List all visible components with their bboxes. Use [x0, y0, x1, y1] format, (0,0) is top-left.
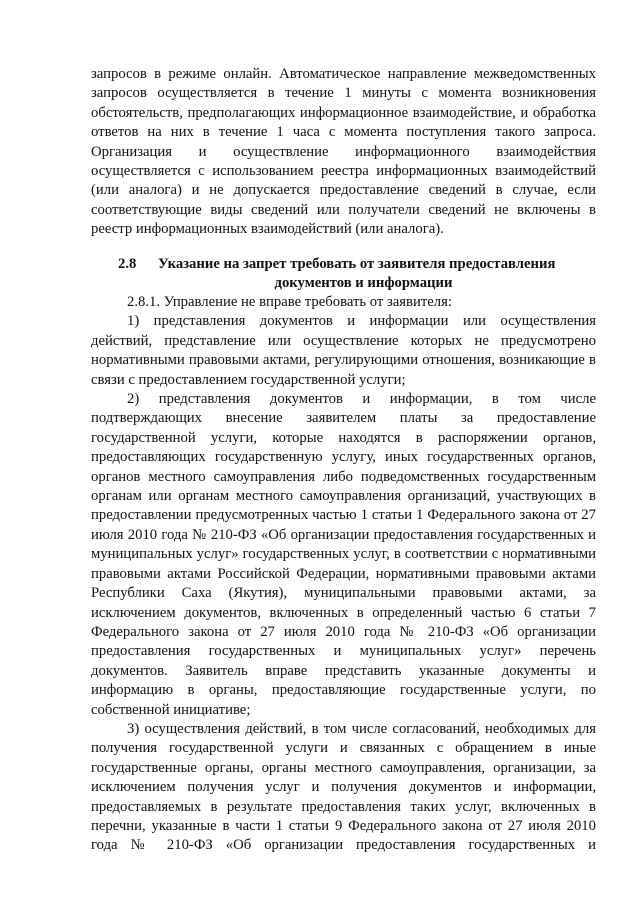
clause-block — [91, 293, 596, 856]
intro-paragraph-block — [91, 65, 596, 240]
clause-intro: 2.8.1. Управление не вправе требовать от заявителя: — [127, 294, 452, 310]
section-title-line-2: документов и информации — [274, 275, 453, 292]
section-number: 2.8 — [118, 256, 137, 272]
list-item: 3) осуществления действий, в том числе согласований, необходимых для получения государственной услуги и связанных с обращением в иные государственные органы, органы местного самоуправления, организации, за исключением получения услуг и получения документов и информации, предоставляемых в результате предоставления таких услуг, включенных в перечни, указанные в части 1 статьи 9 Федерального закона от 27 июля 2010 года № 210-ФЗ «Об организации предоставления государственных и — [91, 720, 596, 854]
intro-paragraph: запросов в режиме онлайн. Автоматическое направление межведомственных запросов осуществляется в течение 1 минуты с момента возникновения обстоятельств, предполагающих информационное взаимодействие, и обработка ответов на них в течение 1 часа с момента поступления такого запроса. Организация и осуществление информационного взаимодействия осуществляется с использованием реестра информационных взаимодействий (или аналога) и не допускается предоставление сведений в случае, если соответствующие виды сведений или получатели сведений не включены в реестр информационных взаимодействий (или аналога). — [91, 66, 596, 238]
list-item: 2) представления документов и информации, в том числе подтверждающих внесение заявителем платы за предоставление государственной услуги, которые находятся в распоряжении органов, предоставляющих государственную услугу, иных государственных органов, органов местного самоуправления либо подведомственных государственным органам или органам местного самоуправления организаций, участвующих в предоставлении предусмотренных частью 1 статьи 1 Федерального закона от 27 июля 2010 года № 210-ФЗ «Об организации предоставления государственных и муниципальных услуг» государственных услуг, в соответствии с нормативными правовыми актами Российской Федерации, нормативными правовыми актами Республики Саха (Якутия), муниципальными правовыми актами, за исключением документов, включенных в определенный частью 6 статьи 7 Федерального закона от 27 июля 2010 года № 210-ФЗ «Об организации предоставления государственных и муниципальных услуг» перечень документов. Заявитель вправе представить указанные документы и информацию в органы, предоставляющие государственные услуги, по собственной инициативе; — [91, 391, 596, 718]
list-item: 1) представления документов и информации или осуществления действий, представление или осуществление которых не предусмотрено нормативными правовыми актами, регулирующими отношения, возникающие в связи с предоставлением государственной услуги; — [91, 313, 596, 388]
section-title-line-1: Указание на запрет требовать от заявителя предоставления — [158, 256, 556, 272]
